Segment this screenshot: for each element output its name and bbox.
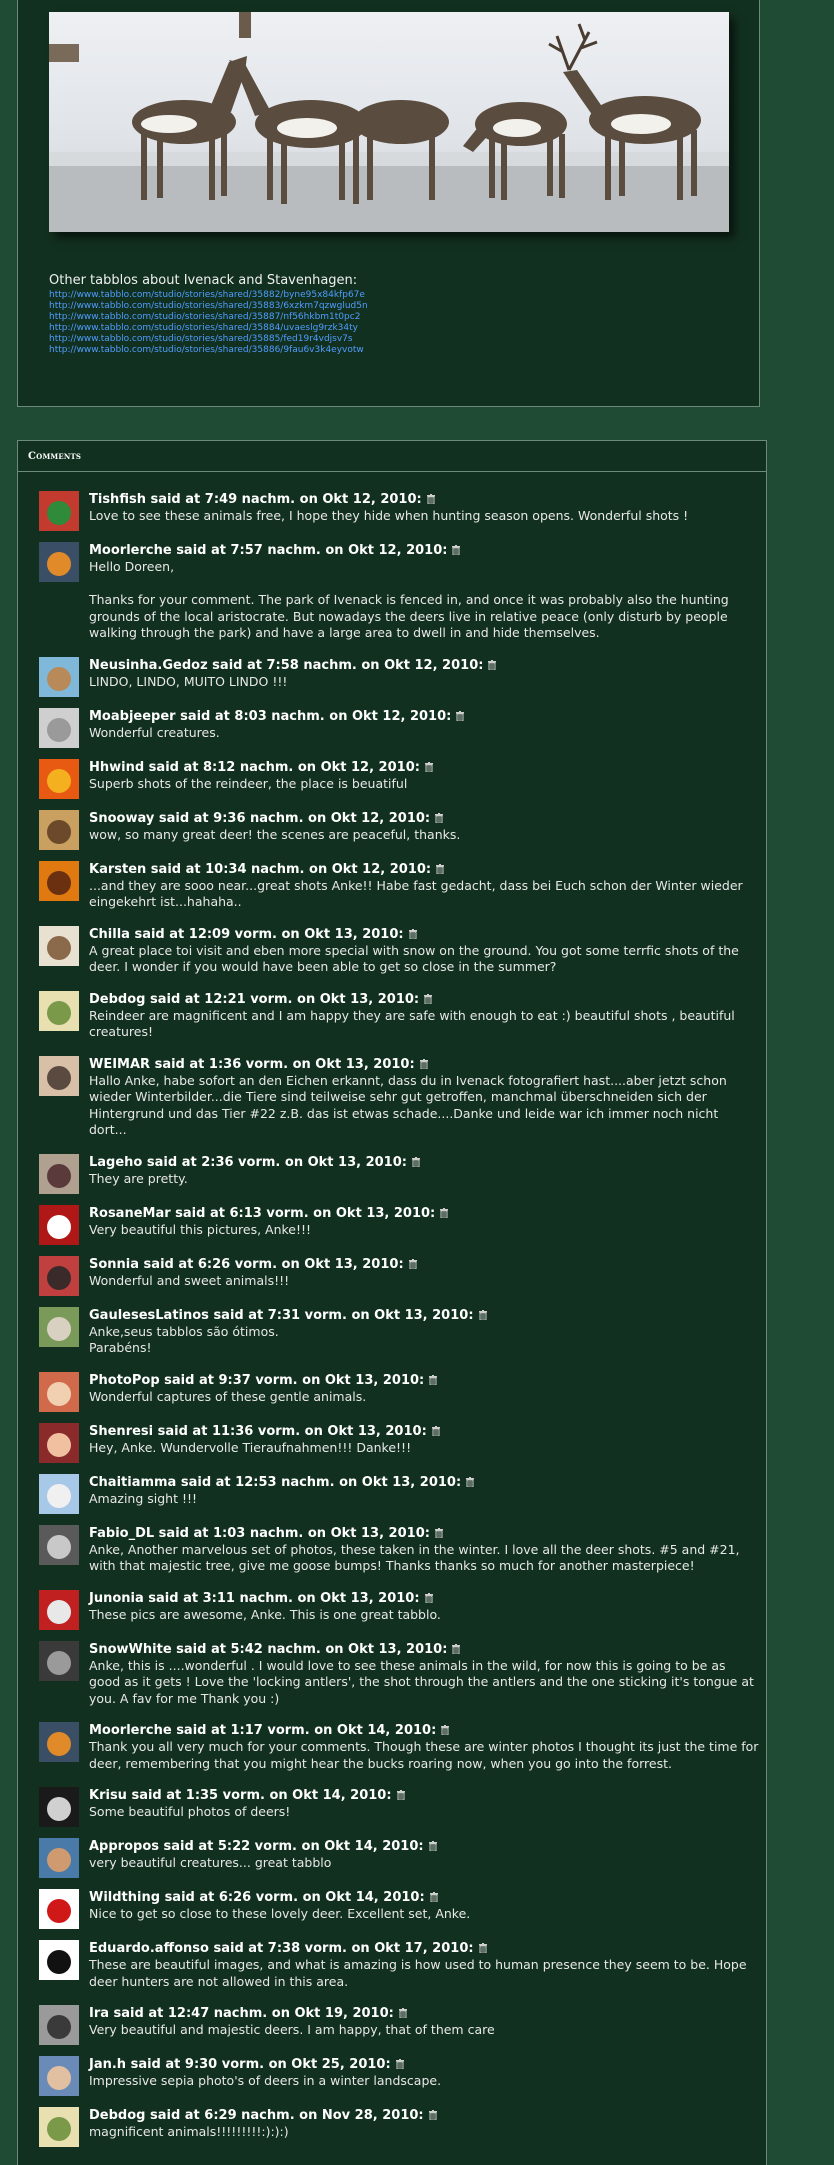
avatar[interactable] [39, 1838, 79, 1878]
comment-text: Superb shots of the reindeer, the place is beuatiful [89, 775, 408, 791]
avatar-image [39, 1154, 79, 1194]
comment-author-date[interactable]: PhotoPop said at 9:37 vorm. on Okt 13, 2010: [89, 1372, 425, 1388]
comment-text: Hey, Anke. Wundervolle Tieraufnahmen!!! Danke!!! [89, 1439, 412, 1455]
comment-author-date[interactable]: Appropos said at 5:22 vorm. on Okt 14, 2010: [89, 1839, 424, 1854]
avatar[interactable] [39, 2005, 79, 2045]
comment-text: Some beautiful photos of deers! [89, 1804, 291, 1819]
comment-header [89, 1372, 759, 1389]
comment-item [39, 1722, 759, 1772]
comment-header [89, 1787, 759, 1804]
comment-author-date[interactable]: Fabio_DL said at 1:03 nachm. on Okt 13, 2010: [89, 1525, 430, 1541]
comment-header [89, 2107, 759, 2124]
avatar-image [39, 2056, 79, 2096]
comment-header [89, 1722, 759, 1739]
trash-icon[interactable] [452, 1642, 460, 1652]
comment-text: Amazing sight !!! [89, 1490, 198, 1506]
avatar[interactable] [39, 991, 79, 1031]
comment-text: A great place toi visit and eben more special with snow on the ground. You got some terrfic shots of the deer. I wonder if you would have been able to get so close in the summer? [89, 942, 739, 974]
avatar-image [39, 708, 79, 748]
comment-header [89, 1307, 759, 1324]
trash-icon[interactable] [479, 1308, 487, 1318]
comment-item [39, 2005, 759, 2041]
comment-text: Wonderful creatures. [89, 724, 220, 740]
comment-text: Impressive sepia photo's of deers in a winter landscape. [89, 2073, 442, 2088]
avatar-image [39, 759, 79, 799]
comment-text: Very beautiful and majestic deers. I am happy, that of them care [89, 2022, 495, 2037]
comment-text: magnificent animals!!!!!!!!!:):):) [89, 2124, 289, 2139]
avatar[interactable] [39, 1056, 79, 1096]
comment-author-date[interactable]: Snooway said at 9:36 nachm. on Okt 12, 2010: [89, 810, 431, 826]
avatar[interactable] [39, 926, 79, 966]
avatar[interactable] [39, 1154, 79, 1194]
trash-icon[interactable] [440, 1206, 448, 1216]
comment-text: Love to see these animals free, I hope they hide when hunting season opens. Wonderful shots ! [89, 508, 689, 523]
comment-header [89, 1256, 759, 1273]
comment-text: wow, so many great deer! the scenes are peaceful, thanks. [89, 826, 461, 842]
avatar-image [39, 2107, 79, 2147]
avatar[interactable] [39, 1205, 79, 1245]
other-tabblo-link[interactable]: http://www.tabblo.com/studio/stories/shared/35884/uvaeslg9rzk34ty [49, 323, 358, 333]
comment-text: Anke, this is ....wonderful . I would love to see these animals in the wild, for now this is going to be as good as it gets ! Love the 'locking antlers', the shot through the antlers and the one sticking it's tongue at you. A fav for me Thank you :) [89, 1657, 754, 1706]
trash-icon[interactable] [479, 1941, 487, 1951]
comment-item [39, 491, 759, 527]
trash-icon[interactable] [429, 1373, 437, 1383]
comment-author-date[interactable]: RosaneMar said at 6:13 vorm. on Okt 13, 2010: [89, 1205, 436, 1221]
avatar-image [39, 1838, 79, 1878]
comment-header [89, 491, 759, 508]
comment-item [39, 861, 759, 911]
comment-author-date[interactable]: Chilla said at 12:09 vorm. on Okt 13, 2010: [89, 926, 404, 942]
trash-icon[interactable] [425, 1591, 433, 1601]
comment-text: Thank you all very much for your comments. Though these are winter photos I thought its just the time for deer, remembering that you might hear the bucks roaring now, when you go into the forrest. [89, 1739, 759, 1771]
comment-text: ...and they are sooo near...great shots Anke!! Habe fast gedacht, dass bei Euch schon der Winter wieder eingekehrt ist...hahaha.. [89, 877, 743, 909]
avatar-image [39, 810, 79, 850]
avatar-image [39, 2005, 79, 2045]
comment-item [39, 1205, 759, 1241]
comment-item [39, 1590, 759, 1626]
comment-header [89, 1838, 759, 1855]
comment-header [89, 708, 759, 725]
avatar[interactable] [39, 1590, 79, 1630]
avatar[interactable] [39, 759, 79, 799]
comment-author-date[interactable]: GaulesesLatinos said at 7:31 vorm. on Okt 13, 2010: [89, 1307, 474, 1323]
trash-icon[interactable] [396, 2057, 404, 2067]
avatar[interactable] [39, 1641, 79, 1681]
comment-header [89, 1056, 759, 1073]
avatar-image [39, 1525, 79, 1565]
comment-author-date[interactable]: Eduardo.affonso said at 7:38 vorm. on Okt 17, 2010: [89, 1941, 474, 1956]
comment-author-date[interactable]: Wildthing said at 6:26 vorm. on Okt 14, 2010: [89, 1890, 425, 1905]
avatar-image [39, 1474, 79, 1514]
comments-list [39, 491, 759, 2158]
comment-header [89, 1474, 759, 1491]
avatar[interactable] [39, 1722, 79, 1762]
avatar-image [39, 1205, 79, 1245]
comment-header [89, 1525, 759, 1542]
comment-item [39, 1641, 759, 1708]
comment-header [89, 1940, 759, 1957]
trash-icon[interactable] [452, 543, 460, 553]
comment-text: These pics are awesome, Anke. This is one great tabblo. [89, 1606, 441, 1622]
other-tabblos-heading: Other tabblos about Ivenack and Stavenhagen: [49, 273, 358, 288]
avatar-image [39, 1256, 79, 1296]
comment-author-date[interactable]: Ira said at 12:47 nachm. on Okt 19, 2010: [89, 2006, 394, 2021]
trash-icon[interactable] [441, 1723, 449, 1733]
trash-icon[interactable] [432, 1424, 440, 1434]
comment-text: Nice to get so close to these lovely deer. Excellent set, Anke. [89, 1906, 471, 1921]
other-tabblos-links [49, 290, 368, 356]
comment-item [39, 810, 759, 846]
comment-author-date[interactable]: Lageho said at 2:36 vorm. on Okt 13, 2010: [89, 1154, 407, 1170]
tabblo-content-panel [17, 0, 760, 407]
comments-header: Comments [18, 441, 766, 472]
comment-header [89, 759, 759, 776]
other-tabblo-link[interactable]: http://www.tabblo.com/studio/stories/shared/35882/byne95x84kfp67e [49, 290, 365, 300]
comment-header [89, 991, 759, 1008]
trash-icon[interactable] [425, 760, 433, 770]
avatar-image [39, 1641, 79, 1681]
avatar[interactable] [39, 1423, 79, 1463]
avatar-image [39, 1307, 79, 1347]
comment-author-date[interactable]: Junonia said at 3:11 nachm. on Okt 13, 2010: [89, 1590, 420, 1606]
avatar-image [39, 1889, 79, 1929]
avatar[interactable] [39, 810, 79, 850]
avatar[interactable] [39, 491, 79, 531]
comment-item [39, 542, 759, 642]
trash-icon[interactable] [409, 1257, 417, 1267]
avatar-image [39, 1423, 79, 1463]
comment-author-date[interactable]: Karsten said at 10:34 nachm. on Okt 12, 2010: [89, 861, 432, 877]
other-tabblo-link[interactable]: http://www.tabblo.com/studio/stories/shared/35886/9fau6v3k4eyvotw [49, 345, 364, 355]
deer-photo-image [49, 12, 729, 232]
comment-text: Wonderful captures of these gentle animals. [89, 1388, 367, 1404]
avatar[interactable] [39, 1525, 79, 1565]
comment-author-date[interactable]: Moorlerche said at 7:57 nachm. on Okt 12, 2010: [89, 543, 448, 558]
comment-author-date[interactable]: Sonnia said at 6:26 vorm. on Okt 13, 2010: [89, 1256, 404, 1272]
comment-item [39, 2056, 759, 2092]
comment-item [39, 708, 759, 744]
comment-header [89, 810, 759, 827]
comment-item [39, 1423, 759, 1459]
other-tabblo-link[interactable]: http://www.tabblo.com/studio/stories/shared/35887/nf56hkbm1t0pc2 [49, 312, 361, 322]
trash-icon[interactable] [456, 709, 464, 719]
avatar-image [39, 491, 79, 531]
avatar-image [39, 1372, 79, 1412]
avatar[interactable] [39, 1787, 79, 1827]
comment-text: Reindeer are magnificent and I am happy they are safe with enough to eat :) beautiful shots , beautiful creatures! [89, 1007, 735, 1039]
avatar-image [39, 1940, 79, 1980]
avatar[interactable] [39, 1307, 79, 1347]
avatar-image [39, 926, 79, 966]
trash-icon[interactable] [427, 492, 435, 502]
avatar-image [39, 991, 79, 1031]
comment-author-date[interactable]: Moabjeeper said at 8:03 nachm. on Okt 12, 2010: [89, 708, 452, 724]
avatar-image [39, 1722, 79, 1762]
other-tabblo-link[interactable]: http://www.tabblo.com/studio/stories/shared/35883/6xzkm7qzwglud5n [49, 301, 368, 311]
comment-text: Hello Doreen, Thanks for your comment. The park of Ivenack is fenced in, and once it was probably also the hunting grounds of the local aristocrate. But nowadays the deers live in relative peace (only disturb by people walking through the park) and have a large area to dwell in and hide themselves. [89, 559, 729, 640]
avatar[interactable] [39, 1256, 79, 1296]
comment-text: Very beautiful this pictures, Anke!!! [89, 1221, 312, 1237]
comment-text: Anke,seus tabblos são ótimos. Parabéns! [89, 1323, 279, 1355]
trash-icon[interactable] [466, 1475, 474, 1485]
avatar[interactable] [39, 657, 79, 697]
avatar[interactable] [39, 1372, 79, 1412]
comment-author-date[interactable]: SnowWhite said at 5:42 nachm. on Okt 13, 2010: [89, 1641, 448, 1657]
avatar[interactable] [39, 1474, 79, 1514]
comment-header [89, 1423, 759, 1440]
trash-icon[interactable] [429, 1839, 437, 1849]
comment-text: Hallo Anke, habe sofort an den Eichen erkannt, dass du in Ivenack fotografiert hast....aber jetzt schon wieder Winterbilder...die Tiere sind teilweise sehr gut getroffen, manchmal überschneiden sich der Hintergrund und das Tier #22 z.B. das ist etwas schade....Danke und leide war ich immer noch nicht dort... [89, 1072, 727, 1137]
comment-item [39, 1474, 759, 1510]
comment-text: LINDO, LINDO, MUITO LINDO !!! [89, 673, 288, 689]
trash-icon[interactable] [424, 992, 432, 1002]
avatar-image [39, 1590, 79, 1630]
comment-header [89, 1590, 759, 1607]
avatar-image [39, 1056, 79, 1096]
comment-item [39, 1154, 759, 1190]
comment-item [39, 1256, 759, 1292]
avatar-image [39, 1787, 79, 1827]
avatar[interactable] [39, 1889, 79, 1929]
comment-item [39, 2107, 759, 2143]
avatar[interactable] [39, 542, 79, 582]
comment-item [39, 759, 759, 795]
avatar[interactable] [39, 2107, 79, 2147]
comment-author-date[interactable]: Debdog said at 12:21 vorm. on Okt 13, 2010: [89, 991, 420, 1007]
comment-header [89, 861, 759, 878]
avatar[interactable] [39, 708, 79, 748]
comment-item [39, 657, 759, 693]
comment-header [89, 2056, 759, 2073]
comment-item [39, 1787, 759, 1823]
comment-item [39, 926, 759, 976]
trash-icon[interactable] [409, 927, 417, 937]
avatar-image [39, 542, 79, 582]
trash-icon[interactable] [430, 1890, 438, 1900]
trash-icon[interactable] [435, 811, 443, 821]
comment-item [39, 1307, 759, 1357]
avatar-image [39, 861, 79, 901]
comments-panel [17, 440, 767, 2165]
comment-author-date[interactable]: Krisu said at 1:35 vorm. on Okt 14, 2010: [89, 1788, 392, 1803]
avatar-image [39, 657, 79, 697]
comment-text: These are beautiful images, and what is amazing is how used to human presence they seem to be. Hope deer hunters are not allowed in this area. [89, 1957, 747, 1989]
comment-item [39, 1889, 759, 1925]
comment-item [39, 1940, 759, 1990]
comment-header [89, 1154, 759, 1171]
trash-icon[interactable] [399, 2006, 407, 2016]
trash-icon[interactable] [397, 1788, 405, 1798]
avatar[interactable] [39, 861, 79, 901]
comment-header [89, 1641, 759, 1658]
comment-item [39, 1056, 759, 1139]
deer-photo [49, 12, 729, 232]
comment-author-date[interactable]: Chaitiamma said at 12:53 nachm. on Okt 13, 2010: [89, 1474, 462, 1490]
comment-header [89, 2005, 759, 2022]
comment-item [39, 1372, 759, 1408]
comment-text: Wonderful and sweet animals!!! [89, 1272, 290, 1288]
comment-header [89, 542, 759, 559]
comment-author-date[interactable]: Moorlerche said at 1:17 vorm. on Okt 14, 2010: [89, 1723, 437, 1738]
comment-header [89, 1205, 759, 1222]
trash-icon[interactable] [420, 1057, 428, 1067]
comment-text: They are pretty. [89, 1170, 188, 1186]
comment-author-date[interactable]: Jan.h said at 9:30 vorm. on Okt 25, 2010: [89, 2057, 391, 2072]
comment-text: Anke, Another marvelous set of photos, these taken in the winter. I love all the deer shots. #5 and #21, with that majestic tree, give me goose bumps! Thanks thanks so much for another masterpiece! [89, 1541, 740, 1573]
comment-author-date[interactable]: Tishfish said at 7:49 nachm. on Okt 12, 2010: [89, 492, 422, 507]
comment-author-date[interactable]: Shenresi said at 11:36 vorm. on Okt 13, 2010: [89, 1423, 427, 1439]
comment-item [39, 991, 759, 1041]
comment-author-date[interactable]: Debdog said at 6:29 nachm. on Nov 28, 2010: [89, 2108, 424, 2123]
comment-author-date[interactable]: WEIMAR said at 1:36 vorm. on Okt 13, 2010: [89, 1056, 415, 1072]
comment-text: very beautiful creatures... great tabblo [89, 1855, 332, 1870]
avatar[interactable] [39, 1940, 79, 1980]
comment-author-date[interactable]: Neusinha.Gedoz said at 7:58 nachm. on Okt 12, 2010: [89, 657, 484, 673]
comment-header [89, 926, 759, 943]
comment-header [89, 657, 759, 674]
comment-author-date[interactable]: Hhwind said at 8:12 nachm. on Okt 12, 2010: [89, 759, 420, 775]
trash-icon[interactable] [488, 658, 496, 668]
other-tabblo-link[interactable]: http://www.tabblo.com/studio/stories/shared/35885/fed19r4vdjsv7s [49, 334, 353, 344]
trash-icon[interactable] [436, 862, 444, 872]
avatar[interactable] [39, 2056, 79, 2096]
trash-icon[interactable] [412, 1155, 420, 1165]
comment-item [39, 1838, 759, 1874]
trash-icon[interactable] [435, 1526, 443, 1536]
comment-header [89, 1889, 759, 1906]
trash-icon[interactable] [429, 2108, 437, 2118]
comment-item [39, 1525, 759, 1575]
